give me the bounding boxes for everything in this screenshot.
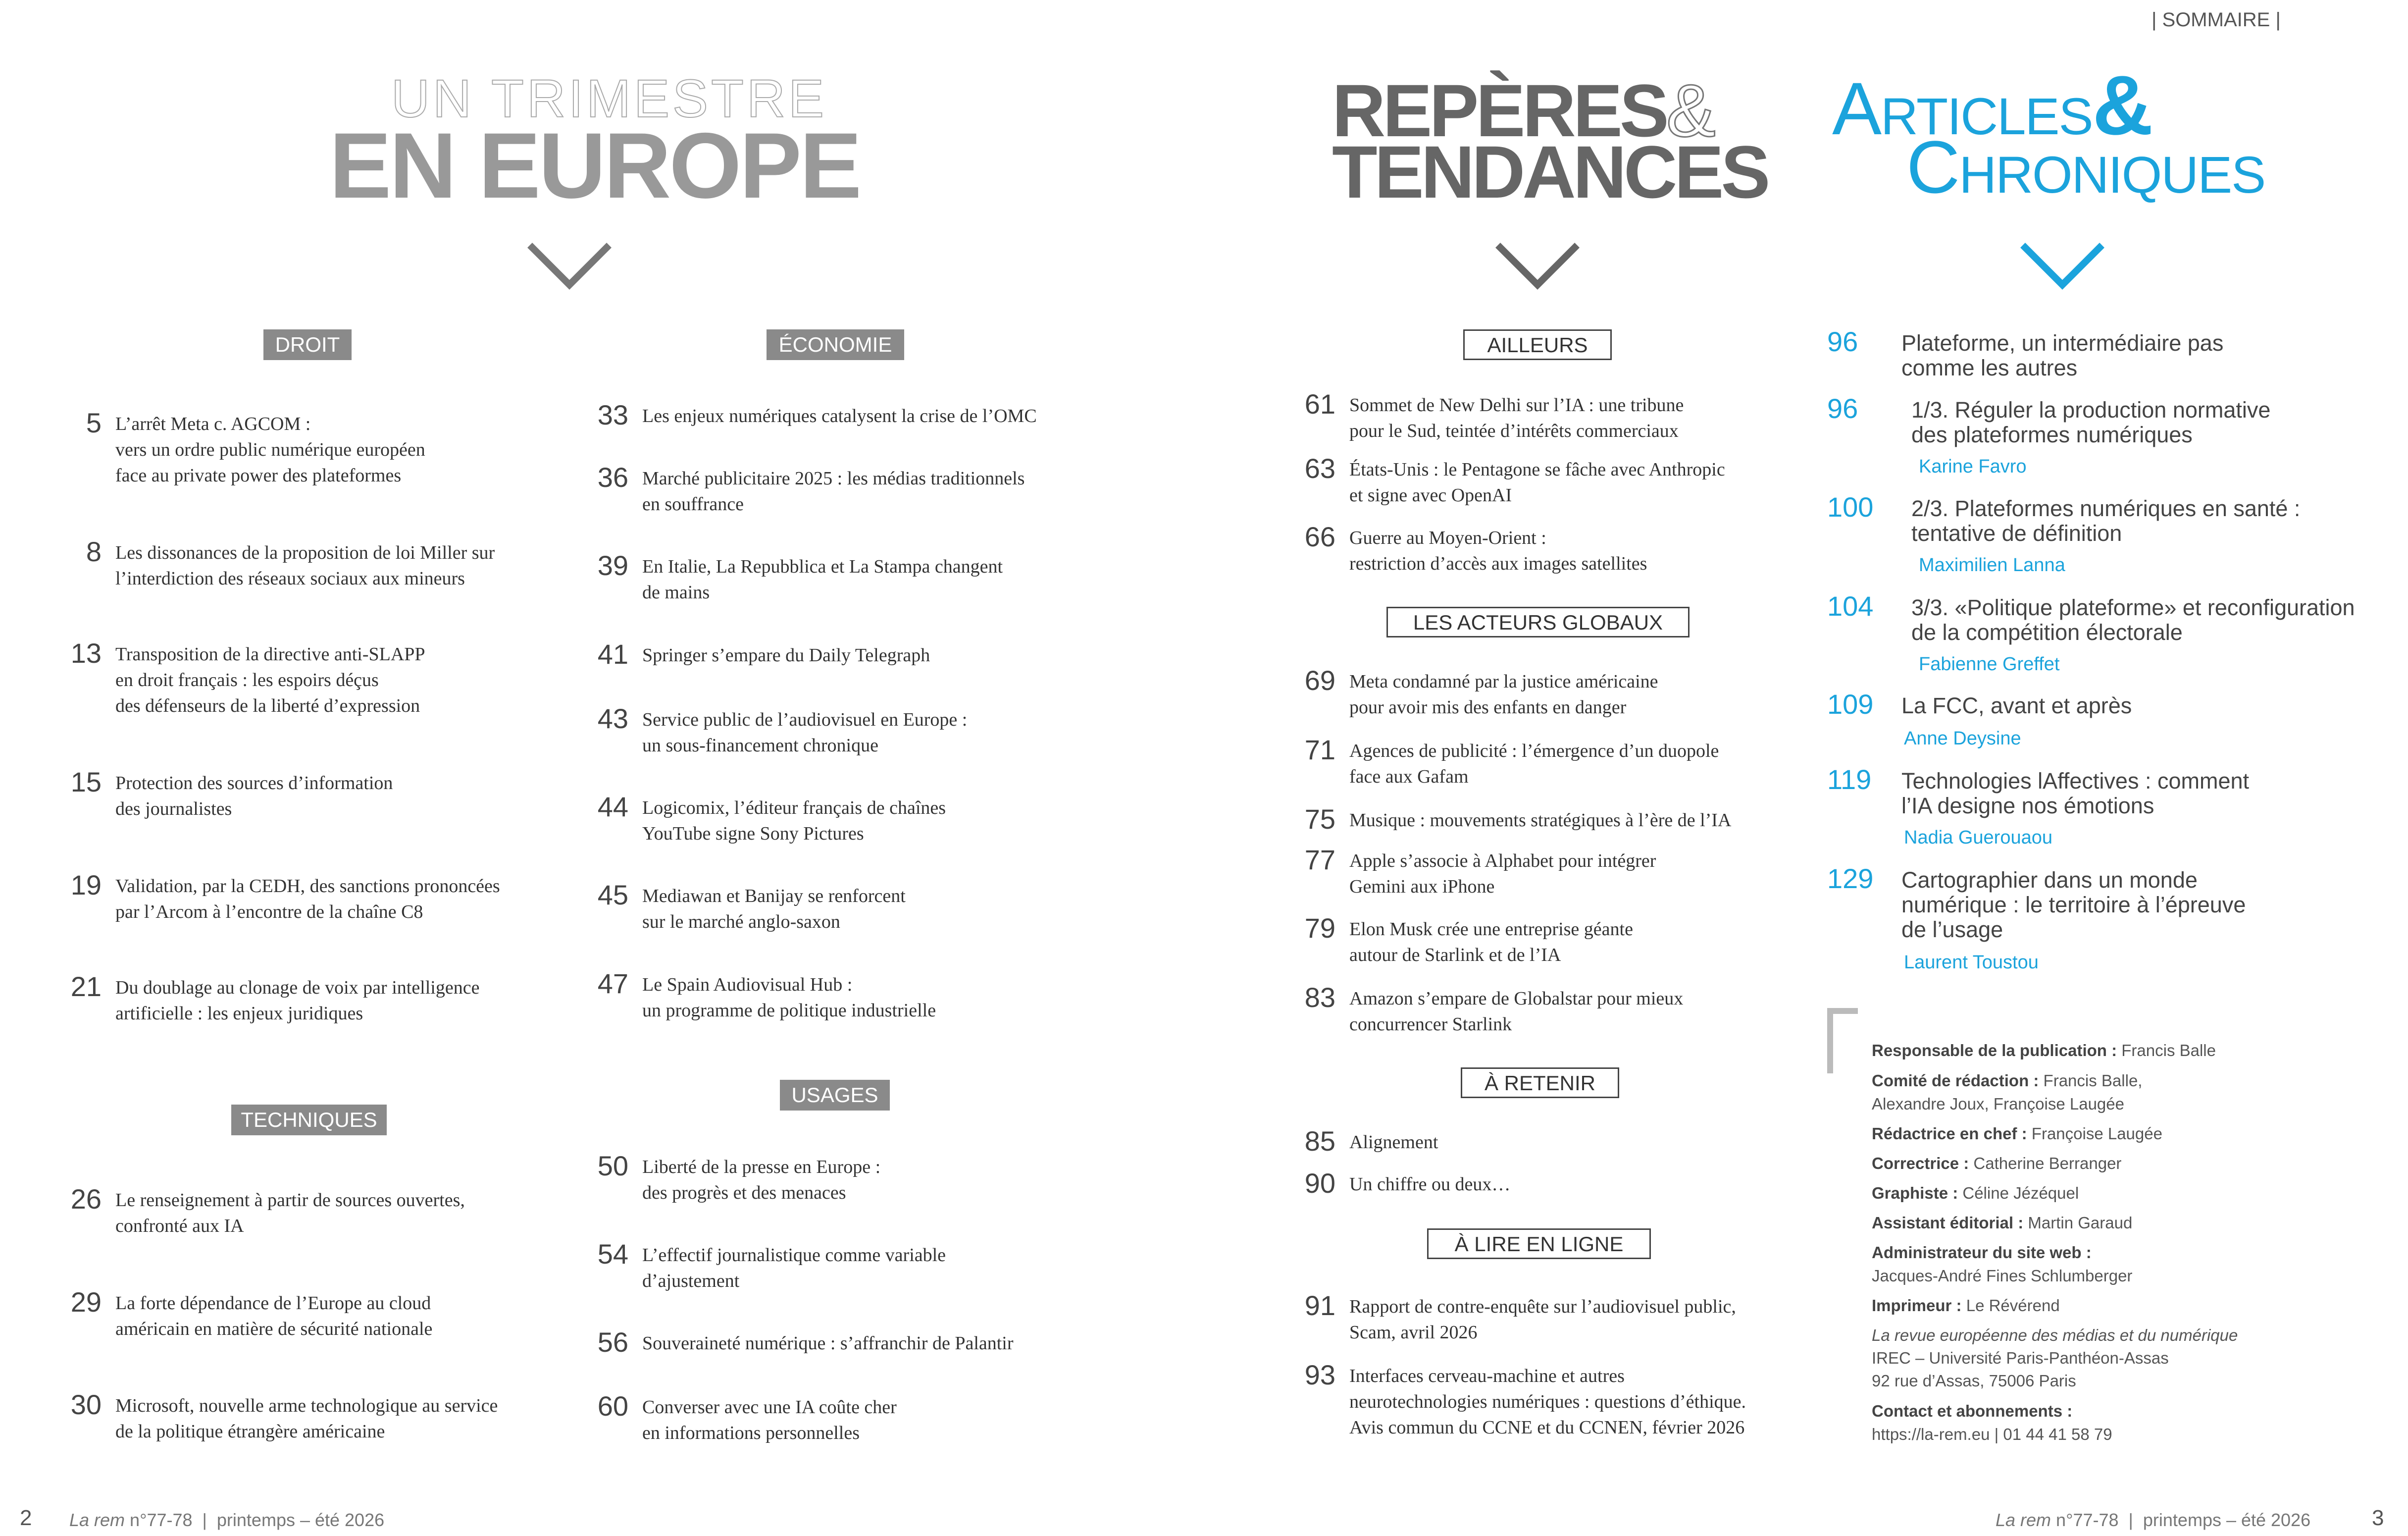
toc-entry[interactable] — [1304, 982, 1684, 1037]
page-number: 29 — [70, 1286, 102, 1318]
toc-entry[interactable] — [597, 1238, 946, 1294]
entry-title: Souveraineté numérique : s’affranchir de Palantir — [642, 1333, 1014, 1354]
credit-label: Correctrice : — [1872, 1154, 1969, 1172]
credit-label: Responsable de la publication : — [1872, 1041, 2117, 1059]
ampersand: & — [2092, 58, 2153, 153]
sommaire-text: SOMMAIRE — [2162, 9, 2270, 31]
entry-title: La forte dépendance de l’Europe au cloud américain en matière de sécurité nationale — [115, 1293, 433, 1339]
entry-title: Converser avec une IA coûte cher en informations personnelles — [642, 1397, 897, 1443]
entry-title: Apple s’associe à Alphabet pour intégrer Gemini aux iPhone — [1349, 850, 1656, 897]
article-title: Plateforme, un intermédiaire pas comme les autres — [1901, 330, 2224, 380]
article-title: La FCC, avant et après — [1901, 693, 2132, 718]
entry-title: Le Spain Audiovisual Hub : un programme de politique industrielle — [642, 974, 936, 1021]
credit-redactrice — [1872, 1124, 2162, 1143]
page-number: 129 — [1827, 863, 1874, 894]
footer-issue-left — [69, 1510, 384, 1531]
credit-irec: IREC – Université Paris-Panthéon-Assas — [1872, 1349, 2169, 1367]
toc-entry[interactable] — [597, 703, 968, 758]
toc-entry[interactable] — [1304, 1290, 1736, 1345]
toc-entry[interactable] — [597, 1150, 881, 1206]
page-number: 85 — [1304, 1125, 1335, 1157]
toc-entry[interactable] — [597, 791, 946, 847]
toc-entry[interactable] — [597, 879, 906, 935]
toc-entry[interactable] — [1304, 521, 1647, 577]
page-number: 50 — [597, 1150, 628, 1181]
section-a-retenir: À RETENIR — [1461, 1067, 1619, 1098]
credit-value: Céline Jézéquel — [1958, 1184, 2079, 1202]
page-number: 60 — [597, 1390, 628, 1422]
section-techniques: TECHNIQUES — [231, 1105, 387, 1135]
toc-entry[interactable] — [70, 1183, 465, 1239]
credit-value: Martin Garaud — [2023, 1214, 2133, 1232]
journal-name: La rem — [1996, 1510, 2051, 1530]
articles-title-line2: Chroniques — [1906, 125, 2265, 209]
entry-title: Mediawan et Banijay se renforcent sur le marché anglo-saxon — [642, 886, 906, 932]
entry-title: Amazon s’empare de Globalstar pour mieux concurrencer Starlink — [1349, 988, 1684, 1035]
page-number: 19 — [70, 869, 102, 900]
toc-entry[interactable] — [70, 637, 425, 719]
page-number: 77 — [1304, 844, 1335, 875]
toc-entry[interactable] — [597, 462, 1025, 517]
page-number: 119 — [1827, 764, 1872, 795]
credit-value: Francis Balle — [2117, 1041, 2216, 1059]
credit-label: Contact et abonnements : — [1872, 1402, 2073, 1420]
article-author: Nadia Guerouaou — [1904, 827, 2052, 848]
credit-value: Françoise Laugée — [2027, 1124, 2162, 1143]
page-number: 39 — [597, 550, 628, 581]
section-usages: USAGES — [780, 1080, 890, 1111]
page-number: 93 — [1304, 1359, 1335, 1390]
entry-title: En Italie, La Repubblica et La Stampa changent de mains — [642, 556, 1003, 603]
entry-title: Du doublage au clonage de voix par intelligence artificielle : les enjeux juridiques — [115, 977, 480, 1024]
credit-label: Graphiste : — [1872, 1184, 1958, 1202]
entry-title: États-Unis : le Pentagone se fâche avec Anthropic et signe avec OpenAI — [1349, 459, 1725, 506]
page-number: 36 — [597, 462, 628, 493]
article-author: Fabienne Greffet — [1919, 654, 2060, 675]
page-number: 56 — [597, 1326, 628, 1358]
toc-entry[interactable] — [70, 869, 500, 925]
toc-entry[interactable] — [86, 536, 495, 591]
page-number: 13 — [70, 637, 102, 669]
entry-title: Protection des sources d’information des journalistes — [115, 773, 393, 819]
toc-entry[interactable] — [1304, 734, 1719, 790]
page-number: 41 — [597, 638, 628, 670]
toc-entry[interactable] — [1304, 1167, 1511, 1199]
page-number: 33 — [597, 399, 628, 430]
page-number: 30 — [70, 1389, 102, 1420]
europe-title-line1: UN TRIMESTRE — [391, 68, 827, 128]
entry-title: Alignement — [1349, 1132, 1438, 1153]
entry-title: Agences de publicité : l’émergence d’un duopole face aux Gafam — [1349, 741, 1719, 787]
entry-title: Springer s’empare du Daily Telegraph — [642, 645, 930, 666]
toc-entry[interactable] — [1304, 912, 1633, 968]
page-number: 90 — [1304, 1167, 1335, 1199]
toc-entry[interactable] — [70, 1286, 433, 1342]
credit-label: Imprimeur : — [1872, 1296, 1962, 1315]
page-number: 100 — [1827, 491, 1874, 523]
page-number: 96 — [1827, 393, 1858, 424]
page-number: 5 — [86, 407, 102, 438]
entry-title: Marché publicitaire 2025 : les médias traditionnels en souffrance — [642, 468, 1025, 515]
page-number: 79 — [1304, 912, 1335, 944]
entry-title: Interfaces cerveau-machine et autres neurotechnologies numériques : questions d’éthique. Avis commun du CCNE et du CCNEN, février 2026 — [1349, 1366, 1746, 1438]
entry-title: Sommet de New Delhi sur l’IA : une tribune pour le Sud, teintée d’intérêts commerciaux — [1349, 395, 1684, 441]
page-number: 75 — [1304, 803, 1335, 835]
page-number: 63 — [1304, 453, 1335, 484]
sommaire-label — [2152, 9, 2281, 31]
article-title: Technologies lAffectives : comment l’IA designe nos émotions — [1901, 768, 2250, 818]
credit-graphiste — [1872, 1184, 2079, 1203]
credit-imprimeur — [1872, 1296, 2060, 1315]
reperes-title-line2: TENDANCES — [1332, 130, 1768, 213]
chevron-down-icon — [1493, 240, 1582, 292]
toc-entry[interactable] — [597, 399, 1037, 430]
entry-title: Le renseignement à partir de sources ouvertes, confronté aux IA — [115, 1190, 465, 1236]
toc-entry[interactable] — [86, 407, 425, 488]
credit-responsable — [1872, 1041, 2216, 1060]
section-acteurs-globaux: LES ACTEURS GLOBAUX — [1386, 607, 1690, 637]
article-author: Maximilien Lanna — [1919, 555, 2065, 576]
chevron-down-icon — [525, 240, 614, 292]
toc-entry[interactable] — [1304, 1359, 1746, 1440]
entry-title: Liberté de la presse en Europe : des progrès et des menaces — [642, 1157, 881, 1203]
credit-assistant — [1872, 1214, 2132, 1232]
entry-title: Elon Musk crée une entreprise géante autour de Starlink et de l’IA — [1349, 919, 1633, 965]
page-number: 71 — [1304, 734, 1335, 765]
article-title: 3/3. «Politique plateforme» et reconfiguration de la compétition électorale — [1911, 595, 2355, 645]
chevron-down-icon — [2018, 240, 2107, 292]
page-number: 54 — [597, 1238, 628, 1270]
toc-entry[interactable] — [1304, 665, 1658, 720]
separator: | — [2275, 9, 2281, 31]
credit-correctrice — [1872, 1154, 2121, 1173]
credit-contact — [1872, 1402, 2072, 1421]
page-number: 8 — [86, 536, 102, 567]
page-number: 104 — [1827, 590, 1874, 622]
credit-label: Administrateur du site web : — [1872, 1243, 2092, 1262]
toc-entry[interactable] — [597, 550, 1003, 605]
page-number: 47 — [597, 968, 628, 999]
article-author: Anne Deysine — [1904, 728, 2021, 749]
toc-entry[interactable] — [1304, 388, 1684, 444]
toc-entry[interactable] — [1304, 453, 1725, 508]
article-title: 1/3. Réguler la production normative des plateformes numériques — [1911, 397, 2271, 447]
article-title: 2/3. Plateformes numériques en santé : tentative de définition — [1911, 496, 2301, 546]
credit-admin-value: Jacques-André Fines Schlumberger — [1872, 1267, 2133, 1285]
footer-issue-right — [1996, 1510, 2310, 1531]
entry-title: Un chiffre ou deux… — [1349, 1174, 1511, 1195]
page-number: 26 — [70, 1183, 102, 1215]
entry-title: L’arrêt Meta c. AGCOM : vers un ordre public numérique européen face au private power des plateformes — [115, 414, 425, 486]
credit-contact-value[interactable]: https://la-rem.eu | 01 44 41 58 79 — [1872, 1425, 2112, 1443]
entry-title: Microsoft, nouvelle arme technologique au service de la politique étrangère américaine — [115, 1395, 498, 1442]
europe-title-line2: EN EUROPE — [329, 113, 860, 217]
page-number: 43 — [597, 703, 628, 734]
credit-admin — [1872, 1243, 2092, 1262]
separator: | — [2152, 9, 2157, 31]
toc-entry[interactable] — [597, 1326, 1014, 1358]
section-economie: ÉCONOMIE — [767, 329, 904, 360]
section-a-lire-en-ligne: À LIRE EN LIGNE — [1427, 1228, 1651, 1259]
page-number: 45 — [597, 879, 628, 910]
journal-name: La rem — [69, 1510, 125, 1530]
credit-value: Francis Balle, — [2039, 1071, 2143, 1090]
toc-entry[interactable] — [597, 1390, 897, 1446]
entry-title: Guerre au Moyen-Orient : restriction d’accès aux images satellites — [1349, 528, 1647, 574]
page-number: 83 — [1304, 982, 1335, 1013]
issue-info: n°77-78 | printemps – été 2026 — [125, 1510, 385, 1530]
credit-label: Rédactrice en chef : — [1872, 1124, 2027, 1143]
credit-comite — [1872, 1071, 2142, 1090]
section-droit: DROIT — [263, 329, 352, 360]
toc-entry[interactable] — [1304, 1125, 1438, 1157]
toc-entry[interactable] — [597, 638, 930, 670]
toc-entry[interactable] — [1304, 803, 1732, 835]
page-number: 66 — [1304, 521, 1335, 552]
issue-info: n°77-78 | printemps – été 2026 — [2051, 1510, 2311, 1530]
toc-entry[interactable] — [70, 971, 480, 1026]
credit-label: Comité de rédaction : — [1872, 1071, 2039, 1090]
entry-title: Rapport de contre-enquête sur l’audiovisuel public, Scam, avril 2026 — [1349, 1296, 1736, 1343]
entry-title: Meta condamné par la justice américaine pour avoir mis des enfants en danger — [1349, 671, 1658, 718]
entry-title: Service public de l’audiovisuel en Europe : un sous-financement chronique — [642, 709, 968, 756]
entry-title: Logicomix, l’éditeur français de chaînes YouTube signe Sony Pictures — [642, 797, 946, 844]
credits-bracket — [1827, 1008, 1858, 1073]
credit-address: 92 rue d’Assas, 75006 Paris — [1872, 1372, 2076, 1390]
entry-title: Validation, par la CEDH, des sanctions prononcées par l’Arcom à l’encontre de la chaîne C8 — [115, 876, 500, 922]
toc-entry[interactable] — [597, 968, 936, 1023]
entry-title: Les dissonances de la proposition de loi Miller sur l’interdiction des réseaux sociaux aux mineurs — [115, 542, 495, 589]
toc-entry[interactable] — [70, 766, 393, 822]
article-author: Laurent Toustou — [1904, 952, 2039, 973]
footer-page-number-right: 3 — [2372, 1506, 2384, 1530]
page-number: 109 — [1827, 689, 1874, 720]
toc-entry[interactable] — [70, 1389, 498, 1444]
entry-title: Les enjeux numériques catalysent la crise de l’OMC — [642, 406, 1037, 426]
toc-entry[interactable] — [1304, 844, 1656, 900]
page-number: 61 — [1304, 388, 1335, 420]
page-number: 69 — [1304, 665, 1335, 696]
credit-value: Le Révérend — [1961, 1296, 2060, 1315]
page-number: 96 — [1827, 326, 1858, 357]
ampersand: & — [1666, 69, 1716, 152]
entry-title: Musique : mouvements stratégiques à l’ère de l’IA — [1349, 810, 1732, 831]
entry-title: L’effectif journalistique comme variable d’ajustement — [642, 1245, 946, 1291]
entry-title: Transposition de la directive anti-SLAPP en droit français : les espoirs déçus des défenseurs de la liberté d’expression — [115, 644, 425, 716]
credit-revue: La revue européenne des médias et du numérique — [1872, 1326, 2238, 1344]
page-number: 15 — [70, 766, 102, 797]
footer-page-number-left: 2 — [20, 1506, 32, 1530]
section-ailleurs: AILLEURS — [1463, 329, 1612, 360]
page-number: 91 — [1304, 1290, 1335, 1321]
credit-value: Catherine Berranger — [1969, 1154, 2122, 1172]
articles-word: Articles — [1832, 67, 2093, 150]
credit-comite-cont: Alexandre Joux, Françoise Laugée — [1872, 1095, 2124, 1113]
credit-label: Assistant éditorial : — [1872, 1214, 2024, 1232]
reperes-word: REPÈRES — [1332, 69, 1666, 152]
article-title: Cartographier dans un monde numérique : le territoire à l’épreuve de l’usage — [1901, 867, 2246, 942]
page-number: 21 — [70, 971, 102, 1002]
page-number: 44 — [597, 791, 628, 822]
article-author: Karine Favro — [1919, 456, 2027, 477]
